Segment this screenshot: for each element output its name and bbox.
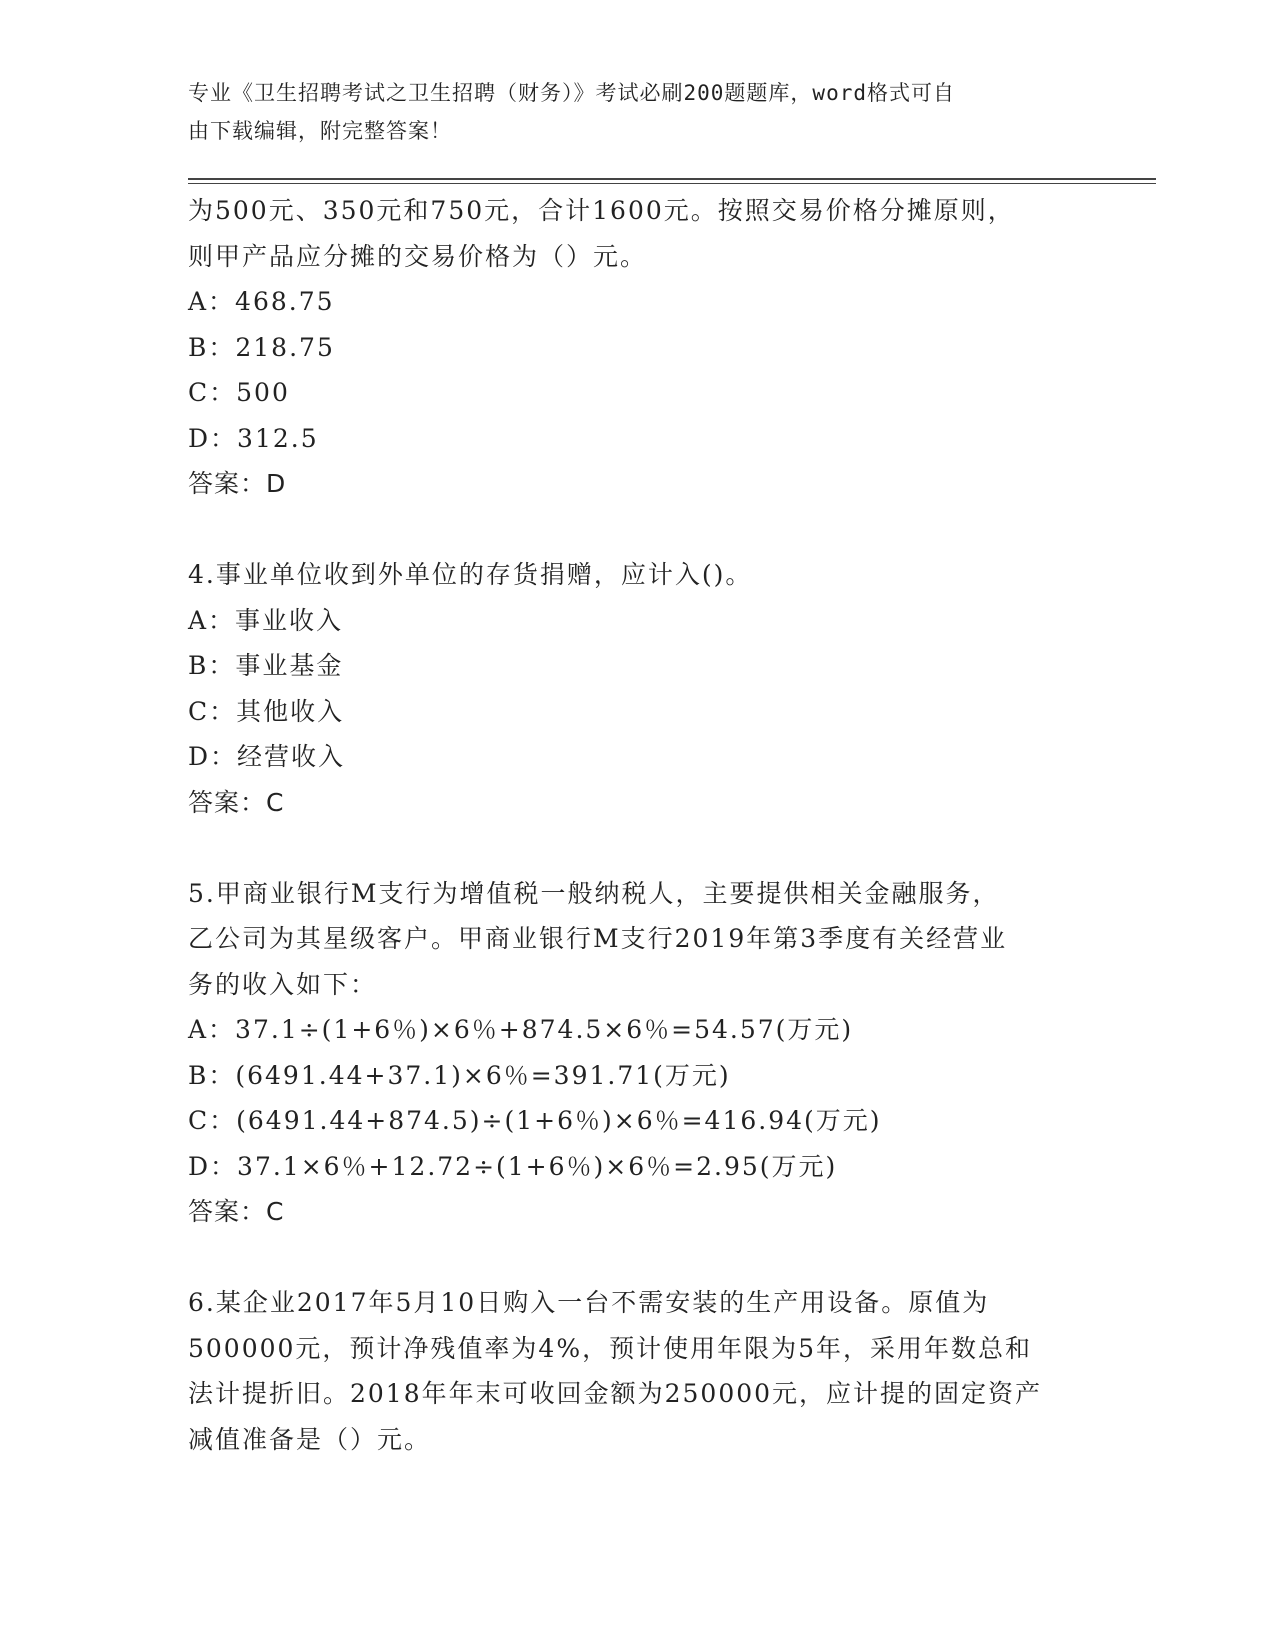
option-d: D：37.1×6％+12.72÷(1+6％)×6％=2.95(万元) bbox=[188, 1151, 838, 1181]
option-c: C：500 bbox=[188, 378, 290, 407]
option-b: B：事业基金 bbox=[188, 651, 344, 680]
option-c: C：(6491.44+874.5)÷(1+6％)×6％=416.94(万元) bbox=[188, 1106, 882, 1135]
question-stem: 4.事业单位收到外单位的存货捐赠，应计入()。 bbox=[188, 560, 753, 589]
header-divider-thin bbox=[188, 183, 1156, 184]
question-stem: 为500元、350元和750元，合计1600元。按照交易价格分摊原则， bbox=[188, 196, 1015, 225]
answer: 答案：D bbox=[188, 469, 287, 498]
option-c: C：其他收入 bbox=[188, 696, 345, 726]
document-header bbox=[188, 74, 1068, 150]
option-d: D：312.5 bbox=[188, 423, 319, 453]
question-3 bbox=[188, 188, 1088, 507]
document-body bbox=[188, 188, 1088, 1462]
question-stem: 6.某企业2017年5月10日购入一台不需安装的生产用设备。原值为 bbox=[188, 1288, 990, 1317]
question-stem: 务的收入如下： bbox=[188, 969, 378, 999]
header-divider bbox=[188, 178, 1156, 180]
header-line: 由下载编辑，附完整答案！ bbox=[188, 119, 452, 143]
question-4 bbox=[188, 552, 1088, 825]
answer: 答案：C bbox=[188, 787, 285, 817]
option-a: A：事业收入 bbox=[188, 605, 344, 635]
option-a: A：37.1÷(1+6％)×6％+874.5×6％=54.57(万元) bbox=[188, 1015, 854, 1044]
answer: 答案：C bbox=[188, 1197, 285, 1226]
option-a: A：468.75 bbox=[188, 287, 335, 316]
option-d: D：经营收入 bbox=[188, 742, 346, 771]
question-6 bbox=[188, 1280, 1088, 1462]
option-b: B：218.75 bbox=[188, 332, 335, 362]
question-stem: 5.甲商业银行M支行为增值税一般纳税人，主要提供相关金融服务， bbox=[188, 878, 1000, 908]
question-stem: 乙公司为其星级客户。甲商业银行M支行2019年第3季度有关经营业 bbox=[188, 924, 1008, 953]
question-5 bbox=[188, 871, 1088, 1235]
question-stem: 500000元，预计净残值率为4%，预计使用年限为5年，采用年数总和 bbox=[188, 1333, 1033, 1363]
question-stem: 减值准备是（）元。 bbox=[188, 1424, 432, 1454]
question-stem: 法计提折旧。2018年年末可收回金额为250000元，应计提的固定资产 bbox=[188, 1379, 1043, 1408]
header-line: 专业《卫生招聘考试之卫生招聘（财务）》考试必刷200题题库，word格式可自 bbox=[188, 81, 955, 105]
option-b: B：(6491.44+37.1)×6％=391.71(万元) bbox=[188, 1060, 731, 1090]
question-stem: 则甲产品应分摊的交易价格为（）元。 bbox=[188, 241, 648, 271]
